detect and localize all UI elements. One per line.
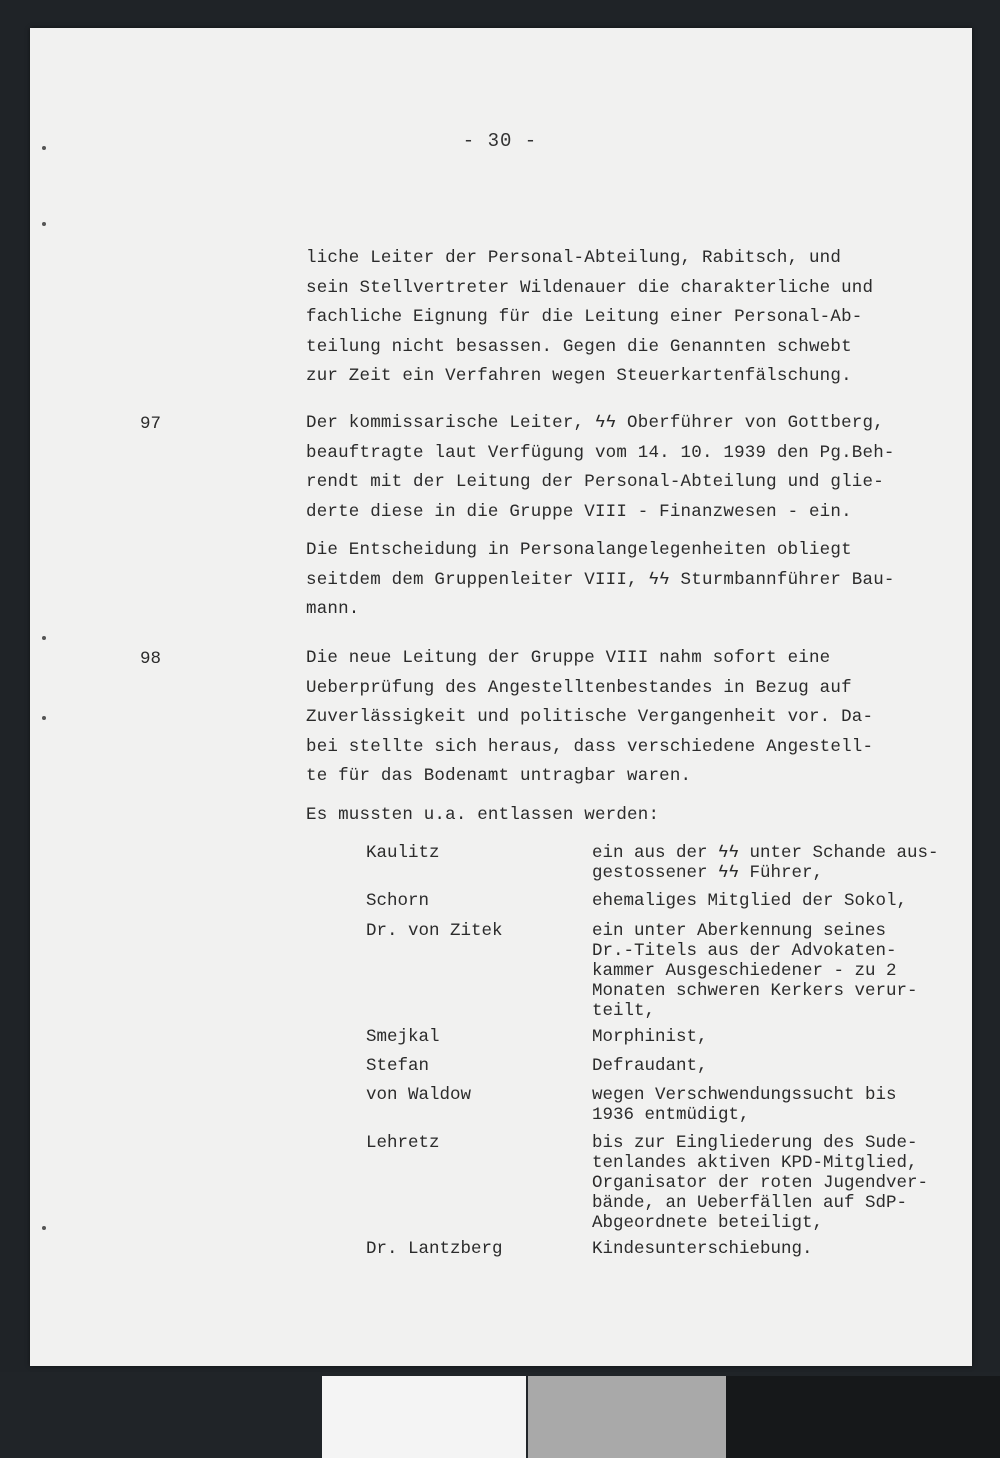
paragraph-97-b: Die Entscheidung in Personalangelegenheiten obliegt seitdem dem Gruppenleiter VIII, ϟϟ Sturmbannführer Bau- mann. xyxy=(306,540,895,619)
list-name: Dr. von Zitek xyxy=(366,921,503,941)
list-reason: Defraudant, xyxy=(592,1056,708,1076)
color-target-gray xyxy=(528,1376,726,1458)
margin-mark xyxy=(42,222,46,226)
paragraph-98-b: Es mussten u.a. entlassen werden: xyxy=(306,805,660,825)
list-name: Stefan xyxy=(366,1056,430,1076)
color-target-white xyxy=(322,1376,526,1458)
paragraph-97-a: Der kommissarische Leiter, ϟϟ Oberführer von Gottberg, beauftragte laut Verfügung vom 14. 10. 1939 den Pg.Beh- rendt mit der Leitung der Personal-Abteilung und glie- derte diese in die Gruppe VIII - Finanzwesen - ein. xyxy=(306,413,895,522)
margin-mark xyxy=(42,636,46,640)
list-reason: wegen Verschwendungssucht bis 1936 entmüdigt, xyxy=(592,1085,897,1125)
list-reason: ehemaliges Mitglied der Sokol, xyxy=(592,891,908,911)
list-reason: ein aus der ϟϟ unter Schande aus- gestossener ϟϟ Führer, xyxy=(592,843,939,883)
list-name: Schorn xyxy=(366,891,430,911)
section-number-97: 97 xyxy=(140,414,162,434)
page-number: - 30 - xyxy=(462,130,538,152)
section-number-98: 98 xyxy=(140,649,162,669)
list-reason: ein unter Aberkennung seines Dr.-Titels aus der Advokaten- kammer Ausgeschiedener - zu 2 Monaten schweren Kerkers verur- teilt, xyxy=(592,921,918,1021)
list-reason: Morphinist, xyxy=(592,1027,708,1047)
list-name: Kaulitz xyxy=(366,843,440,863)
intro-paragraph: liche Leiter der Personal-Abteilung, Rabitsch, und sein Stellvertreter Wildenauer die charakterliche und fachliche Eignung für die Leitung einer Personal-Ab- teilung nicht besassen. Gegen die Genannten schwebt zur Zeit ein Verfahren wegen Steuerkartenfälschung. xyxy=(306,248,874,386)
paragraph-98-a: Die neue Leitung der Gruppe VIII nahm sofort eine Ueberprüfung des Angestelltenbestandes in Bezug auf Zuverlässigkeit und politische Vergangenheit vor. Da- bei stellte sich heraus, dass verschiedene Angestell- te für das Bodenamt untragbar waren. xyxy=(306,648,874,786)
list-name: von Waldow xyxy=(366,1085,472,1105)
color-target-black xyxy=(726,1376,1000,1458)
margin-mark xyxy=(42,716,46,720)
margin-mark xyxy=(42,1226,46,1230)
list-reason: bis zur Eingliederung des Sude- tenlandes aktiven KPD-Mitglied, Organisator der roten Jugendver- bände, an Ueberfällen auf SdP- Abgeordnete beteiligt, xyxy=(592,1133,929,1233)
list-name: Dr. Lantzberg xyxy=(366,1239,503,1259)
list-name: Smejkal xyxy=(366,1027,440,1047)
list-name: Lehretz xyxy=(366,1133,440,1153)
list-reason: Kindesunterschiebung. xyxy=(592,1239,813,1259)
